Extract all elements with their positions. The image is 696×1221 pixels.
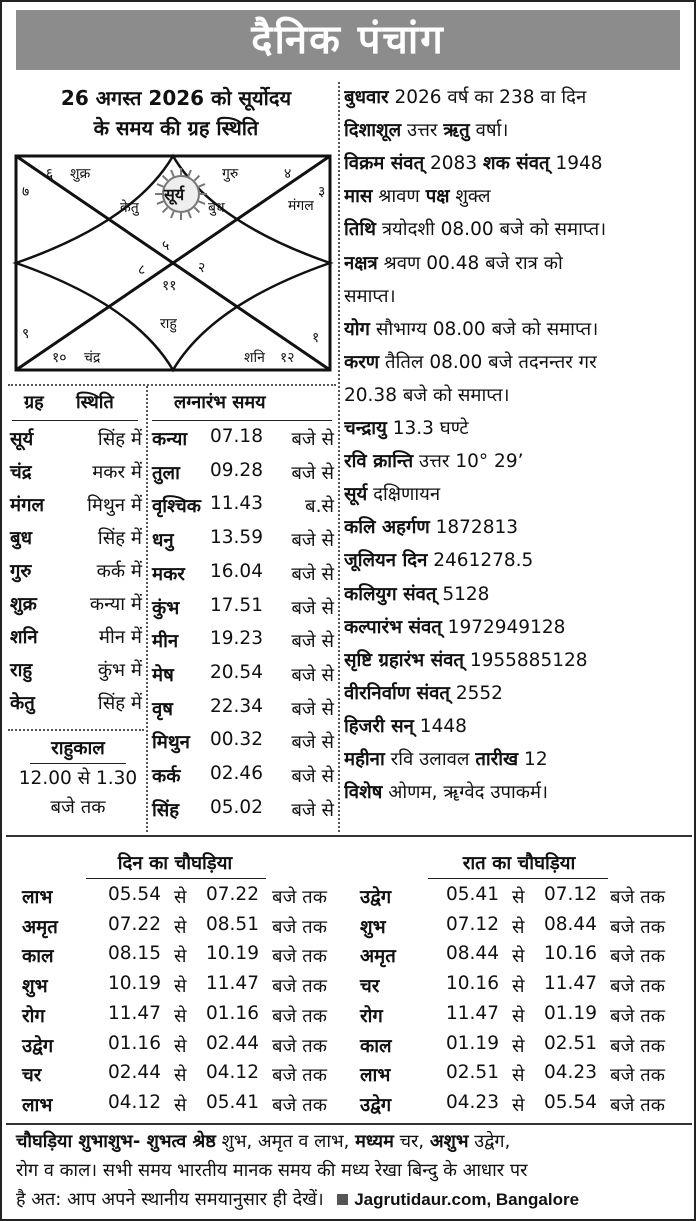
chaughadiya-to: 02.51 <box>544 1032 597 1054</box>
divider-rahukaal <box>8 729 144 731</box>
lagna-title: लग्नारंभ समय <box>174 392 266 413</box>
detail-line <box>344 647 689 672</box>
chaughadiya-baje-tak: बजे तक <box>610 1065 665 1087</box>
chaughadiya-se: से <box>512 1035 525 1057</box>
label-text: श्रावण <box>372 186 426 208</box>
footer-line2: रोग व काल। सभी समय भारतीय मानक समय की मध्य रेखा बिन्दु के आधार पर <box>16 1160 528 1181</box>
detail-line <box>344 713 689 738</box>
chaughadiya-to: 01.16 <box>206 1002 259 1024</box>
lagna-time: 19.23 <box>210 628 263 650</box>
chaughadiya-to: 01.19 <box>544 1002 597 1024</box>
house-10: १० <box>52 350 67 366</box>
night-chaughadiya-title: रात का चौघड़िया <box>462 853 576 874</box>
sun-ray <box>194 207 199 212</box>
sun-ray <box>163 207 168 212</box>
detail-line <box>344 117 689 142</box>
label-bold: बुधवार <box>344 87 389 108</box>
planet-guru: गुरु <box>222 166 239 182</box>
label-text: 2083 <box>424 153 483 175</box>
chaughadiya-se: से <box>174 976 187 998</box>
house-5: ५ <box>162 238 170 254</box>
chaughadiya-name: अमृत <box>22 916 58 938</box>
graha-name: बुध <box>10 528 32 549</box>
chaughadiya-se: से <box>512 946 525 968</box>
label-text: ओणम, ॠग्वेद उपाकर्म। <box>382 782 549 804</box>
label-text: 20.38 बजे को समाप्त। <box>344 384 510 406</box>
label-bold: चौघड़िया शुभाशुभ- शुभत्व श्रेष्ठ <box>16 1131 216 1152</box>
detail-line <box>344 746 689 771</box>
label-text: 2026 वर्ष का 238 वा दिन <box>388 87 587 108</box>
chaughadiya-row <box>22 1062 342 1090</box>
graha-title-underline <box>12 420 138 421</box>
label-bold: सूर्य <box>344 484 368 506</box>
lagna-time: 16.04 <box>210 560 263 582</box>
lagna-time: 22.34 <box>210 695 263 717</box>
day-chaughadiya-title: दिन का चौघड़िया <box>117 853 233 874</box>
lagna-suffix: बजे से <box>291 664 334 686</box>
label-bold: वीरनिर्वाण संवत् <box>344 682 450 704</box>
planet-surya: सूर्य <box>164 185 185 204</box>
label-bold: अशुभ <box>429 1131 469 1152</box>
label-text: उत्तर <box>401 120 444 142</box>
divider-main-vertical <box>338 82 340 832</box>
footer-note <box>16 1127 688 1214</box>
label-bold: हिजरी सन् <box>344 715 414 737</box>
chaughadiya-row <box>360 973 680 1001</box>
chaughadiya-se: से <box>512 887 525 908</box>
chaughadiya-baje-tak: बजे तक <box>272 976 327 998</box>
chaughadiya-row <box>22 884 342 912</box>
chaughadiya-se: से <box>174 1094 187 1116</box>
rahukaal-title: राहुकाल <box>51 738 105 759</box>
chaughadiya-from: 11.47 <box>446 1002 499 1024</box>
detail-line <box>344 84 689 109</box>
detail-line <box>344 216 689 241</box>
chaughadiya-row <box>360 1033 680 1061</box>
detail-line <box>344 448 689 473</box>
label-text: 1955885128 <box>463 649 588 671</box>
label-text: शुभ, अमृत व लाभ, <box>215 1131 356 1152</box>
house-11: ११ <box>162 278 177 294</box>
lagna-name: मिथुन <box>152 732 190 754</box>
label-bold: सृष्टि ग्रहारंभ संवत् <box>344 649 464 671</box>
graha-position: सिंह में <box>97 528 142 549</box>
label-text: शुक्ल <box>449 186 491 208</box>
detail-line <box>344 547 689 572</box>
label-bold: महीना <box>344 749 385 770</box>
label-text: 1448 <box>413 715 467 737</box>
label-text: 12 <box>518 749 548 770</box>
detail-line <box>344 614 689 639</box>
chaughadiya-row <box>22 1003 342 1031</box>
footer-line3-text: है अत: आप अपने स्थानीय समयानुसार ही देखें। <box>16 1189 324 1210</box>
detail-line <box>344 779 689 804</box>
chaughadiya-name: काल <box>360 1035 392 1057</box>
chaughadiya-from: 05.41 <box>446 884 499 905</box>
label-bold: रवि क्रान्ति <box>344 451 414 473</box>
chaughadiya-to: 08.51 <box>206 913 259 935</box>
chaughadiya-baje-tak: बजे तक <box>610 946 665 968</box>
sun-ray <box>157 201 163 204</box>
graha-position: मकर में <box>92 462 142 483</box>
planet-shani: शनि <box>244 350 265 366</box>
chaughadiya-name: लाभ <box>360 1065 391 1087</box>
house-4: ४ <box>284 166 292 182</box>
house-2: २ <box>198 260 206 276</box>
chart-header-line2: के समय की ग्रह स्थिति <box>93 116 259 140</box>
detail-line <box>344 382 689 407</box>
day-title-underline <box>86 878 266 879</box>
chaughadiya-to: 10.19 <box>206 943 259 965</box>
kundli-chart <box>12 152 334 374</box>
chaughadiya-to: 11.47 <box>206 973 259 995</box>
chaughadiya-from: 01.16 <box>108 1032 161 1054</box>
chaughadiya-baje-tak: बजे तक <box>610 1094 665 1116</box>
label-bold: विशेष <box>344 782 383 804</box>
lagna-time: 09.28 <box>210 459 263 481</box>
detail-line <box>344 150 689 175</box>
sun-ray <box>163 176 168 181</box>
lagna-name: धनु <box>152 530 174 552</box>
lagna-time: 07.18 <box>210 426 263 447</box>
lagna-name: कर्क <box>152 766 181 787</box>
sun-ray <box>199 201 205 204</box>
graha-position: कुंभ में <box>97 660 142 681</box>
label-bold: कलियुग संवत् <box>344 583 437 605</box>
divider-chaughadiya <box>6 835 692 837</box>
chaughadiya-from: 07.12 <box>446 913 499 935</box>
sun-ray <box>199 184 205 187</box>
sun-ray <box>171 212 174 218</box>
lagna-suffix: बजे से <box>291 462 334 484</box>
lagna-name: वृष <box>152 698 173 720</box>
chaughadiya-se: से <box>174 1005 187 1027</box>
chaughadiya-se: से <box>174 916 187 938</box>
chaughadiya-from: 07.22 <box>108 913 161 935</box>
lagna-name: मीन <box>152 631 179 653</box>
lagna-name: कुंभ <box>152 597 180 619</box>
chaughadiya-row <box>22 973 342 1001</box>
detail-line <box>344 316 689 341</box>
graha-name: शुक्र <box>10 594 37 615</box>
label-text: वर्षा। <box>469 120 509 142</box>
label-text: 5128 <box>436 583 490 605</box>
graha-position: मिथुन में <box>87 495 142 516</box>
lagna-suffix: बजे से <box>291 429 334 450</box>
chaughadiya-name: उद्वेग <box>360 887 392 908</box>
chaughadiya-baje-tak: बजे तक <box>610 887 665 908</box>
chaughadiya-name: चर <box>22 1065 42 1087</box>
lagna-suffix: बजे से <box>291 597 334 619</box>
chaughadiya-from: 04.23 <box>446 1091 499 1113</box>
chaughadiya-row <box>360 914 680 942</box>
detail-line <box>344 514 689 539</box>
detail-line <box>344 183 689 208</box>
chaughadiya-se: से <box>512 976 525 998</box>
footer-credit: Jagrutidaur.com, Bangalore <box>354 1190 580 1209</box>
chaughadiya-se: से <box>512 916 525 938</box>
house-1: १ <box>312 330 320 346</box>
chaughadiya-from: 01.19 <box>446 1032 499 1054</box>
planet-rahu: राहु <box>160 316 177 332</box>
lagna-name: मेष <box>152 664 174 686</box>
chaughadiya-to: 10.16 <box>544 943 597 965</box>
chaughadiya-to: 04.23 <box>544 1062 597 1084</box>
chaughadiya-se: से <box>174 1035 187 1057</box>
chaughadiya-name: उद्वेग <box>360 1094 392 1116</box>
lagna-suffix: बजे से <box>291 530 334 552</box>
chaughadiya-from: 08.15 <box>108 943 161 965</box>
label-text: उत्तर 10° 29’ <box>413 451 524 473</box>
chaughadiya-se: से <box>174 1065 187 1087</box>
lagna-time: 11.43 <box>210 493 263 515</box>
lagna-name: मकर <box>152 563 185 585</box>
lagna-name: सिंह <box>152 799 180 821</box>
lagna-suffix: बजे से <box>291 563 334 585</box>
chart-header-line1: 26 अगस्त 2026 को सूर्योदय <box>60 86 292 110</box>
label-text: 1948 <box>549 153 603 175</box>
graha-position: मीन में <box>98 627 142 648</box>
chaughadiya-name: उद्वेग <box>22 1035 54 1057</box>
rahukaal-underline <box>30 763 126 764</box>
chaughadiya-from: 10.19 <box>108 973 161 995</box>
label-text: 1872813 <box>429 517 519 539</box>
chaughadiya-name: काल <box>22 946 54 968</box>
lagna-time: 02.46 <box>210 763 263 784</box>
label-bold: तारीख <box>475 749 519 770</box>
chaughadiya-from: 10.16 <box>446 973 499 995</box>
sun-ray <box>157 184 163 187</box>
graha-position: कन्या में <box>89 594 142 615</box>
chaughadiya-name: अमृत <box>360 946 396 968</box>
graha-name: सूर्य <box>10 429 34 450</box>
label-bold: मास <box>344 186 373 208</box>
chaughadiya-row <box>360 1062 680 1090</box>
chaughadiya-to: 07.12 <box>544 884 597 905</box>
lagna-suffix: बजे से <box>291 799 334 821</box>
label-bold: कल्पारंभ संवत् <box>344 616 442 638</box>
chaughadiya-to: 05.54 <box>544 1091 597 1113</box>
chaughadiya-baje-tak: बजे तक <box>610 976 665 998</box>
graha-name: शनि <box>10 627 38 648</box>
chaughadiya-baje-tak: बजे तक <box>272 1005 327 1027</box>
sun-ray <box>188 170 191 176</box>
label-bold: योग <box>344 318 370 340</box>
lagna-suffix: बजे से <box>291 766 334 787</box>
chaughadiya-baje-tak: बजे तक <box>610 1005 665 1027</box>
chaughadiya-to: 11.47 <box>544 973 597 995</box>
label-bold: नक्षत्र <box>344 252 378 274</box>
label-bold: जूलियन दिन <box>344 550 428 572</box>
lagna-suffix: बजे से <box>291 631 334 653</box>
page-title: दैनिक पंचांग <box>16 10 680 70</box>
chaughadiya-to: 05.41 <box>206 1091 259 1113</box>
chaughadiya-row <box>22 1033 342 1061</box>
chaughadiya-row <box>22 1092 342 1120</box>
label-bold: कलि अहर्गण <box>344 517 430 539</box>
chaughadiya-row <box>360 1003 680 1031</box>
lagna-suffix: बजे से <box>291 732 334 754</box>
chaughadiya-row <box>360 1092 680 1120</box>
lagna-name: वृश्चिक <box>152 496 201 518</box>
chaughadiya-se: से <box>174 946 187 968</box>
chaughadiya-se: से <box>512 1005 525 1027</box>
lagna-time: 13.59 <box>210 527 263 549</box>
house-3: ३ <box>318 184 326 200</box>
chaughadiya-from: 02.44 <box>108 1062 161 1084</box>
chaughadiya-to: 02.44 <box>206 1032 259 1054</box>
graha-name: मंगल <box>10 495 45 516</box>
sun-ray <box>188 212 191 218</box>
detail-line <box>344 481 689 506</box>
chaughadiya-baje-tak: बजे तक <box>272 946 327 968</box>
label-text: 1972949128 <box>441 616 566 638</box>
label-bold: दिशाशूल <box>344 120 402 142</box>
label-bold: तिथि <box>344 219 376 241</box>
label-bold: शक संवत् <box>482 153 550 175</box>
house-7: ७ <box>22 184 30 200</box>
label-text: 2552 <box>449 682 503 704</box>
graha-name: केतु <box>10 693 35 714</box>
graha-name: गुरु <box>10 561 32 582</box>
graha-position: कर्क में <box>96 561 142 582</box>
label-bold: मध्यम <box>355 1131 394 1152</box>
label-text: 13.3 घण्टे <box>386 418 469 439</box>
planet-chandra: चंद्र <box>84 350 101 366</box>
rahukaal-time: 12.00 से 1.30 <box>18 768 138 789</box>
chaughadiya-name: लाभ <box>22 887 53 908</box>
lagna-name: तुला <box>152 462 180 484</box>
chaughadiya-baje-tak: बजे तक <box>610 916 665 938</box>
detail-line <box>344 250 689 275</box>
chaughadiya-from: 11.47 <box>108 1002 161 1024</box>
house-12: १२ <box>280 350 295 366</box>
chaughadiya-row <box>22 943 342 971</box>
lagna-title-underline <box>152 420 332 421</box>
graha-title-b: स्थिति <box>76 392 114 413</box>
chaughadiya-baje-tak: बजे तक <box>272 1094 327 1116</box>
sun-ray <box>194 176 199 181</box>
label-bold: चन्द्रायु <box>344 418 387 439</box>
graha-name: चंद्र <box>10 462 32 483</box>
divider-left-vertical <box>146 386 148 832</box>
label-text: तैतिल 08.00 बजे तदनन्तर गर <box>379 351 597 373</box>
chaughadiya-se: से <box>512 1094 525 1116</box>
label-text: दक्षिणायन <box>367 484 441 506</box>
chaughadiya-name: रोग <box>360 1005 383 1027</box>
chaughadiya-row <box>360 943 680 971</box>
chaughadiya-from: 04.12 <box>108 1091 161 1113</box>
chaughadiya-from: 05.54 <box>108 884 161 905</box>
house-8: ८ <box>138 262 146 278</box>
chaughadiya-name: रोग <box>22 1005 45 1027</box>
label-text: श्रवण 00.48 बजे रात्र को <box>377 252 563 274</box>
lagna-suffix: ब.से <box>305 496 334 518</box>
divider-footer <box>6 1123 692 1125</box>
label-bold: विक्रम संवत् <box>344 153 425 175</box>
detail-line <box>344 349 689 374</box>
rahukaal-suffix: बजे तक <box>50 797 106 818</box>
chaughadiya-row <box>22 914 342 942</box>
planet-ketu: केतु <box>120 200 139 216</box>
divider-under-chart <box>8 384 336 386</box>
planet-shukra: शुक्र <box>70 166 91 182</box>
chaughadiya-to: 04.12 <box>206 1062 259 1084</box>
chaughadiya-baje-tak: बजे तक <box>272 1035 327 1057</box>
lagna-suffix: बजे से <box>291 698 334 720</box>
label-text: 2461278.5 <box>427 550 534 572</box>
footer-line1 <box>16 1127 688 1156</box>
graha-name: राहु <box>10 660 33 681</box>
chaughadiya-se: से <box>174 887 187 908</box>
chaughadiya-from: 02.51 <box>446 1062 499 1084</box>
house-9: ९ <box>22 326 30 342</box>
graha-position: सिंह में <box>97 429 142 450</box>
sun-ray <box>171 170 174 176</box>
chaughadiya-name: लाभ <box>22 1094 53 1116</box>
graha-position: सिंह में <box>97 693 142 714</box>
night-title-underline <box>428 878 608 879</box>
chaughadiya-row <box>360 884 680 912</box>
lagna-time: 20.54 <box>210 661 263 683</box>
chaughadiya-baje-tak: बजे तक <box>610 1035 665 1057</box>
chaughadiya-to: 08.44 <box>544 913 597 935</box>
chaughadiya-name: चर <box>360 976 380 998</box>
label-text: चर, <box>393 1131 430 1152</box>
chaughadiya-name: शुभ <box>22 976 48 998</box>
label-text: उद्वेग, <box>468 1131 511 1152</box>
chaughadiya-baje-tak: बजे तक <box>272 887 327 908</box>
chaughadiya-to: 07.22 <box>206 884 259 905</box>
chaughadiya-se: से <box>512 1065 525 1087</box>
label-text: सौभाग्य 08.00 बजे को समाप्त। <box>369 318 599 340</box>
lagna-time: 17.51 <box>210 594 263 616</box>
chaughadiya-baje-tak: बजे तक <box>272 1065 327 1087</box>
label-bold: ऋतु <box>443 120 470 142</box>
chaughadiya-name: शुभ <box>360 916 386 938</box>
label-bold: करण <box>344 351 380 373</box>
detail-line <box>344 415 689 440</box>
detail-line <box>344 581 689 606</box>
chaughadiya-baje-tak: बजे तक <box>272 916 327 938</box>
lagna-time: 00.32 <box>210 729 263 751</box>
label-text: समाप्त। <box>344 285 396 307</box>
rahukaal-box <box>10 734 146 822</box>
chaughadiya-from: 08.44 <box>446 943 499 965</box>
credit-square-icon <box>337 1194 348 1205</box>
house-6: ६ <box>46 166 54 182</box>
graha-title-a: ग्रह <box>24 392 44 413</box>
planet-budh: बुध <box>208 200 225 216</box>
footer-line3 <box>16 1185 688 1214</box>
lagna-name: कन्या <box>152 429 188 450</box>
planet-mangal: मंगल <box>288 198 314 214</box>
label-text: रवि उलावल <box>384 749 476 770</box>
detail-line <box>344 283 689 308</box>
detail-line <box>344 680 689 705</box>
label-bold: पक्ष <box>425 186 450 208</box>
label-text: त्रयोदशी 08.00 बजे को समाप्त। <box>375 219 607 241</box>
lagna-time: 05.02 <box>210 796 263 818</box>
